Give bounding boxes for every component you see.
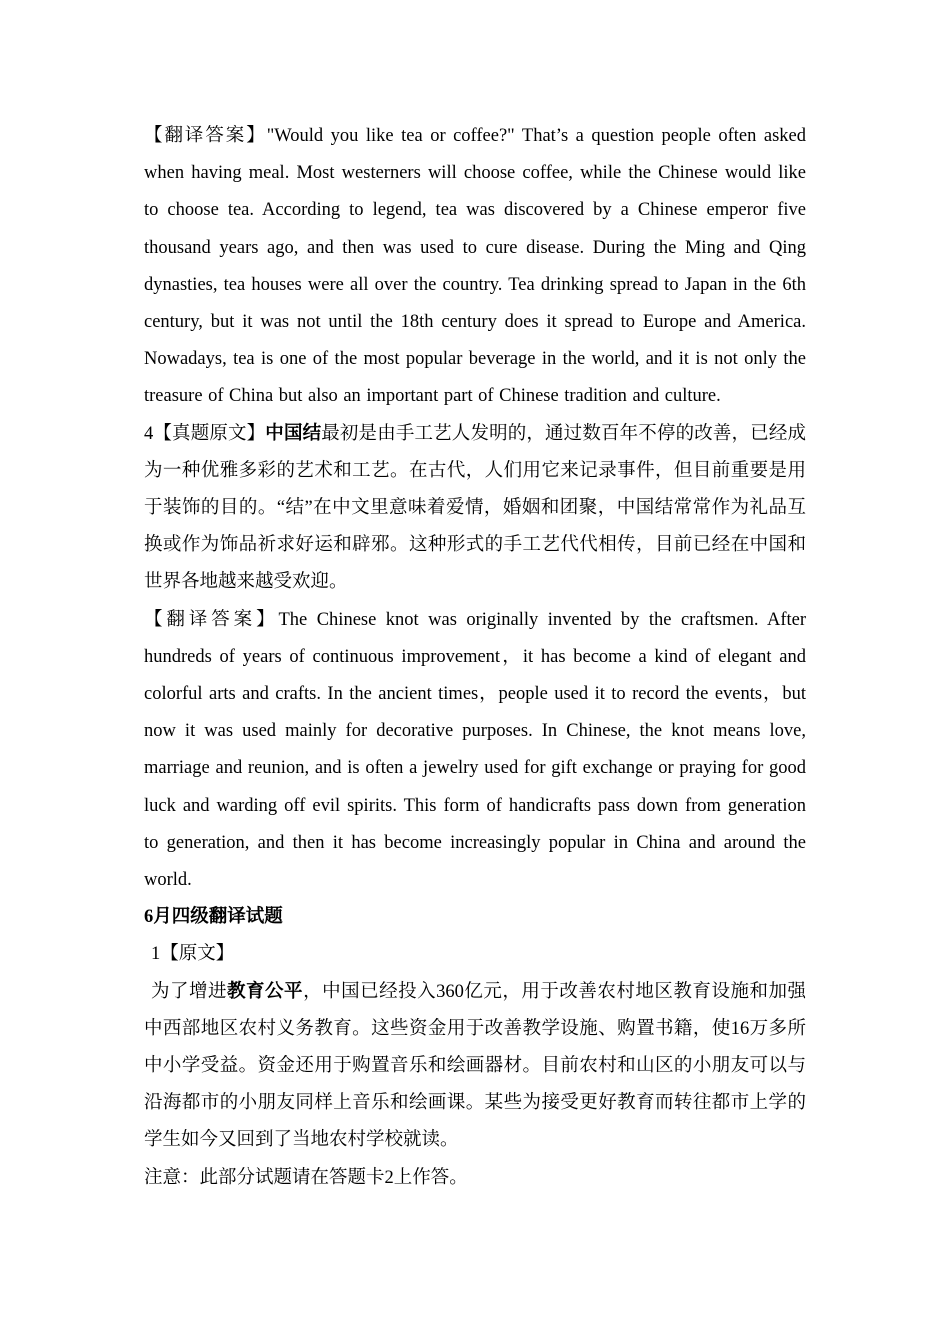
knot-original-bold-term: 中国结 (265, 423, 322, 444)
education-bold-term: 教育公平 (227, 981, 304, 1002)
tea-translation-text: 【翻译答案】"Would you like tea or coffee?" That’s a question people often asked when having meal. Most westerners will choose coffee, while the Chinese would like to choose tea. According to legend, tea was discovered by a Chinese emperor five thousand years ago, and then was used to cure disease. During the Ming and Qing dynasties, tea houses were all over the country. Tea drinking spread to Japan in the 6th century, but it was not until the 18th century does it spread to Europe and America. Nowadays, tea is one of the most popular beverage in the world, and it is not only the treasure of China but also an important part of Chinese tradition and culture. (144, 126, 806, 407)
education-body: ，中国已经投入360亿元，用于改善农村地区教育设施和加强中西部地区农村义务教育。这些资金用于改善教学设施、购置书籍，使16万多所中小学受益。资金还用于购置音乐和绘画器材。目前农村和山区的小朋友可以与沿海都市的小朋友同样上音乐和绘画课。某些为接受更好教育而转往都市上学的学生如今又回到了当地农村学校就读。 (144, 981, 806, 1151)
paragraph-education-equity (144, 974, 806, 1160)
knot-original-body: 最初是由手工艺人发明的，通过数百年不停的改善，已经成为一种优雅多彩的艺术和工艺。在古代，人们用它来记录事件，但目前重要是用于装饰的目的。“结”在中文里意味着爱情，婚姻和团聚，中国结常常作为礼品互换或作为饰品祈求好运和辟邪。这种形式的手工艺代代相传，目前已经在中国和世界各地越来越受欢迎。 (144, 423, 806, 593)
knot-original-prefix: 4【真题原文】 (144, 423, 266, 444)
paragraph-knot-translation (144, 602, 806, 900)
education-prefix: 为了增进 (151, 981, 228, 1002)
section-heading-june-cet4: 6月四级翻译试题 (144, 907, 283, 928)
item-label-original-text (144, 936, 806, 973)
paragraph-tea-translation (144, 118, 806, 416)
knot-translation-text: 【翻译答案】The Chinese knot was originally invented by the craftsmen. After hundreds of years of continuous improvement，it has become a kind of elegant and colorful arts and crafts. In the ancient times，people used it to record the events，but now it was used mainly for decorative purposes. In Chinese, the knot means love, marriage and reunion, and is often a jewelry used for gift exchange or praying for good luck and warding off evil spirits. This form of handicrafts pass down from generation to generation, and then it has become increasingly popular in China and around the world. (144, 609, 806, 891)
item-label-text: 1【原文】 (151, 944, 235, 965)
answer-sheet-note-text: 注意：此部分试题请在答题卡2上作答。 (144, 1167, 468, 1188)
answer-sheet-note (144, 1160, 806, 1197)
paragraph-knot-original (144, 416, 806, 602)
